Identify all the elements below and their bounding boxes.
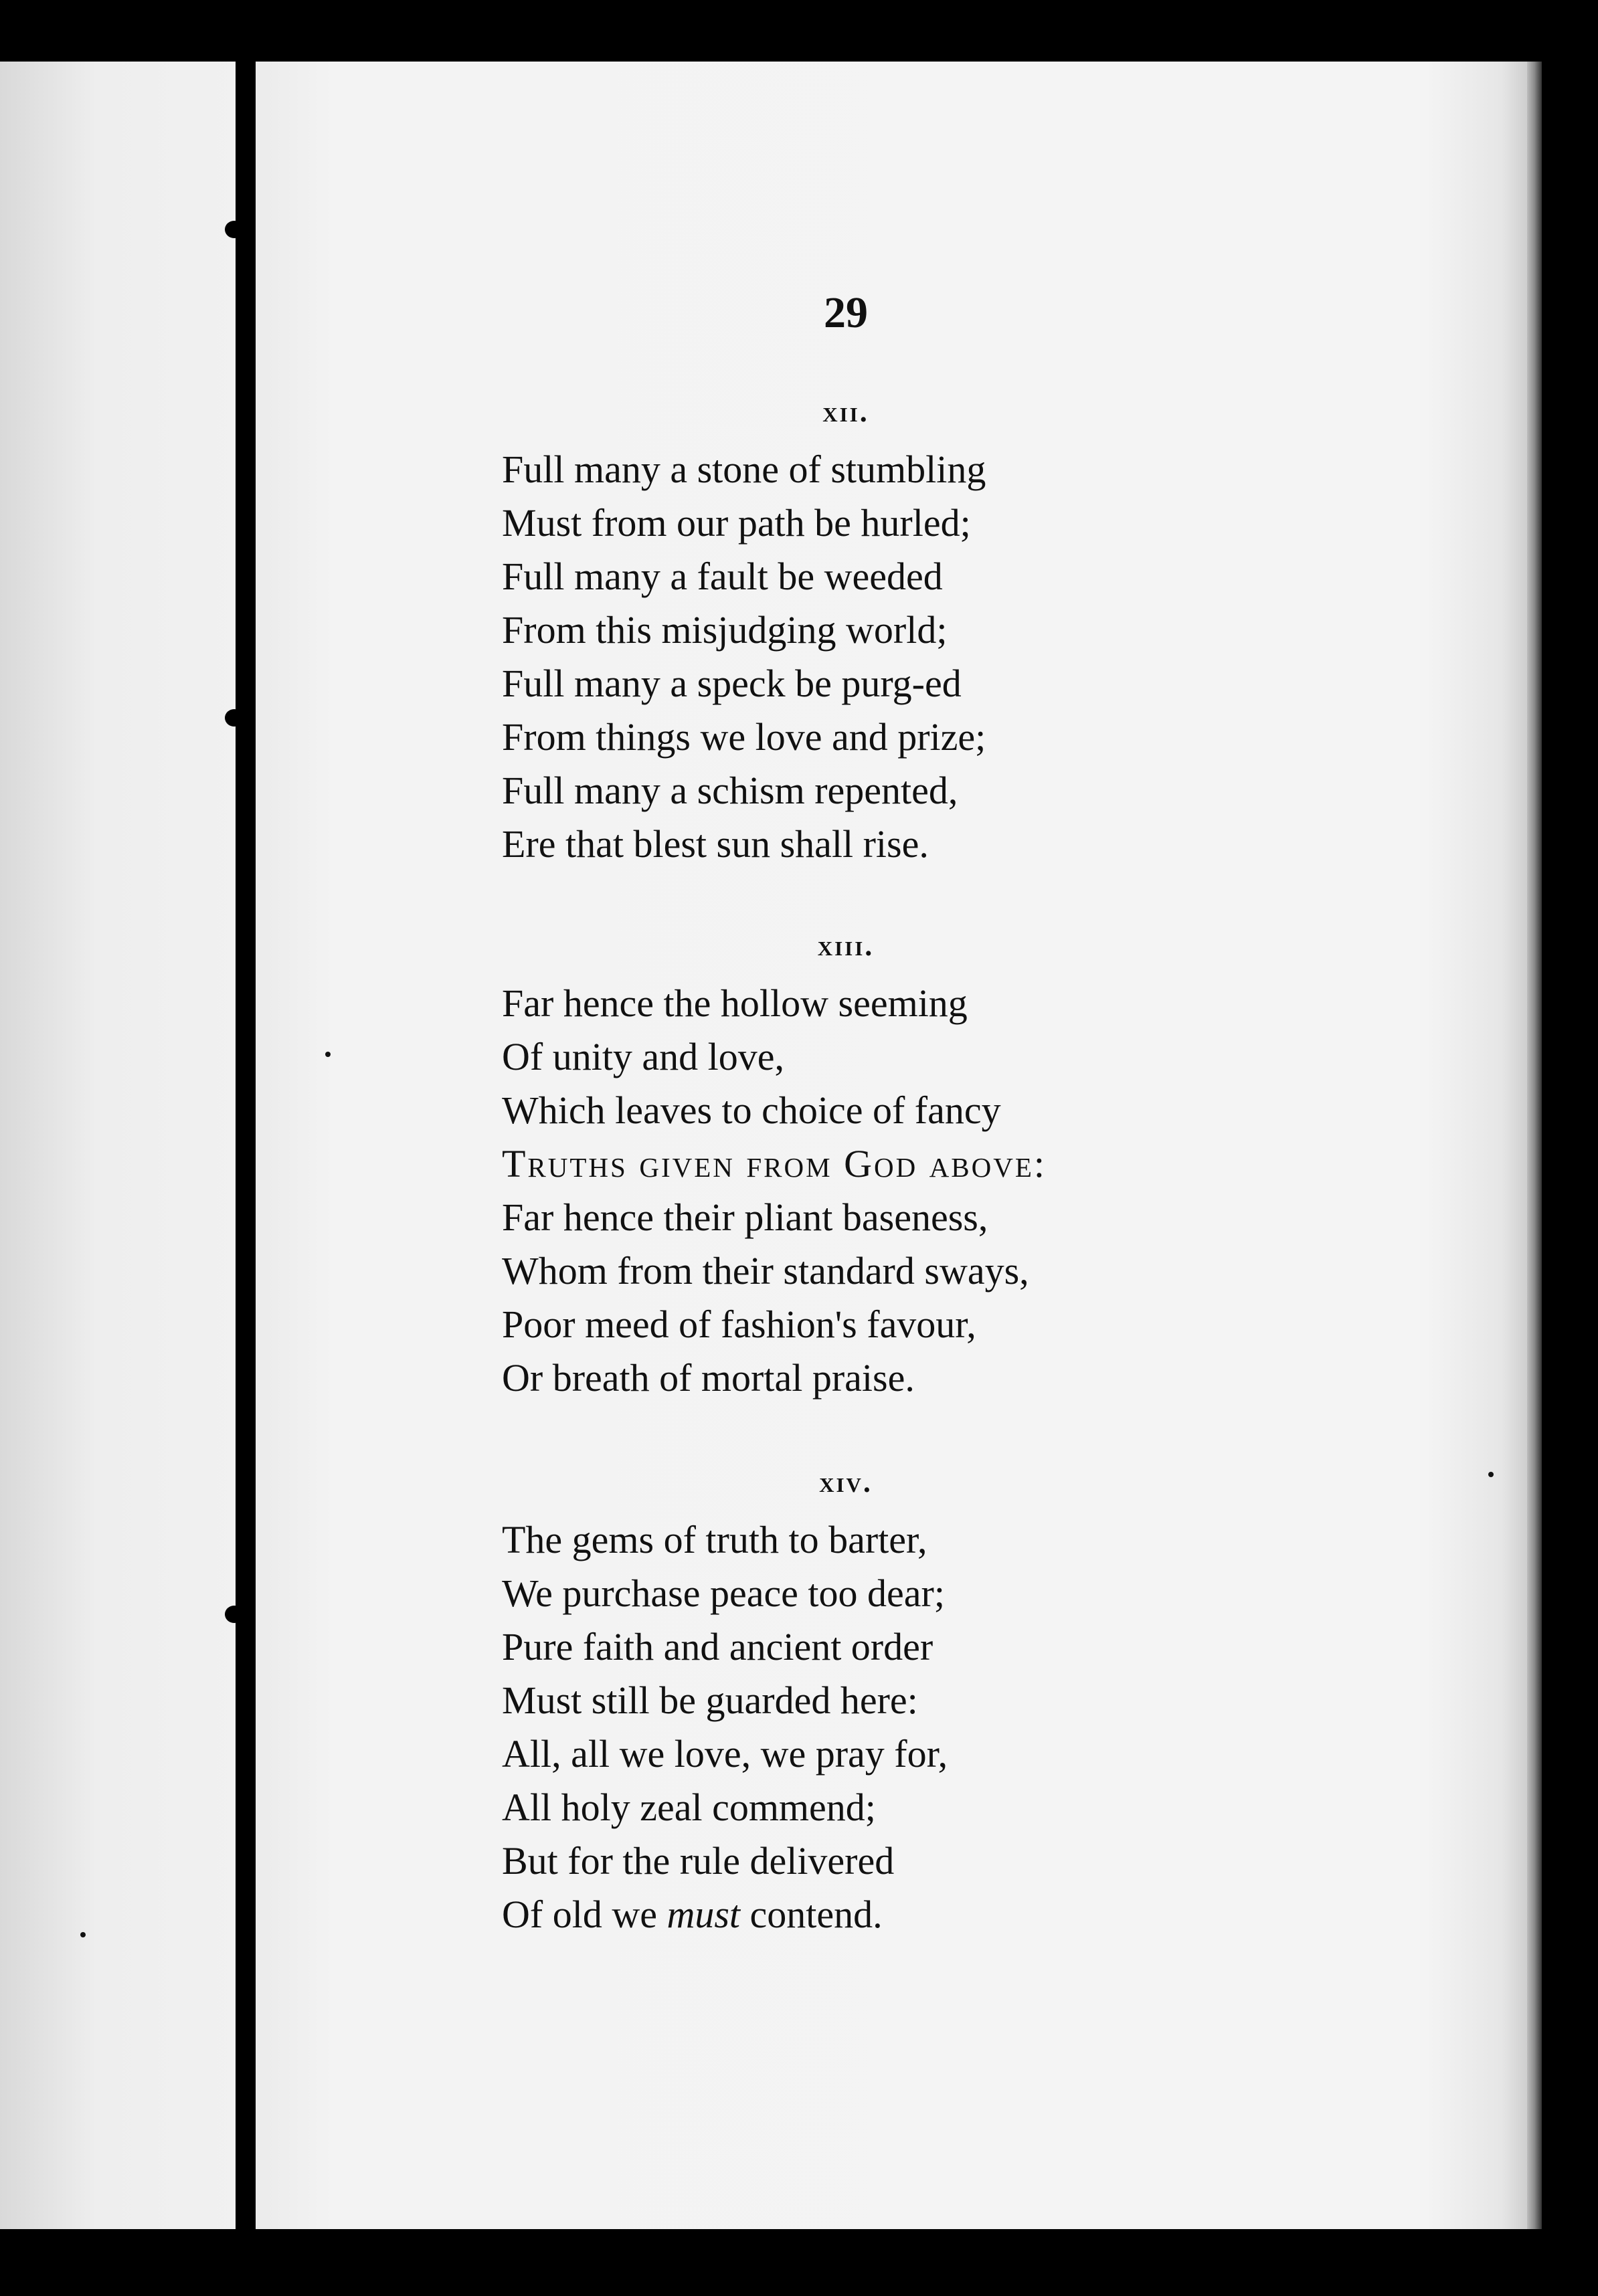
line-part: contend.: [740, 1893, 883, 1936]
stanza-numeral: xiii.: [817, 929, 875, 962]
stanza: [502, 1513, 948, 1941]
verse-line: Must still be guarded here:: [502, 1679, 918, 1722]
verse-line-emphasis: [502, 1888, 948, 1941]
verse-line: All, all we love, we pray for,: [502, 1732, 948, 1776]
stanza-numeral: xiv.: [819, 1466, 873, 1499]
verse-line: Far hence their pliant baseness,: [502, 1195, 988, 1239]
page-edge: [1527, 62, 1542, 2229]
verse-line: Pure faith and ancient order: [502, 1625, 934, 1668]
stanza-numeral: xii.: [822, 395, 869, 428]
verse-line: Far hence the hollow seeming: [502, 981, 968, 1025]
ink-speck: [80, 1932, 86, 1937]
verse-line: Full many a fault be weeded: [502, 555, 943, 598]
verse-line: Full many a schism repented,: [502, 769, 958, 812]
verse-line: We purchase peace too dear;: [502, 1571, 945, 1615]
left-page: [0, 62, 241, 2229]
emphasized-word: must: [667, 1893, 741, 1936]
verse-line: But for the rule delivered: [502, 1839, 895, 1883]
verse-line: All holy zeal commend;: [502, 1786, 876, 1829]
verse-line: Full many a speck be purg-ed: [502, 662, 962, 705]
stanza: [502, 977, 1047, 1405]
verse-line: Poor meed of fashion's favour,: [502, 1303, 976, 1346]
verse-line: Full many a stone of stumbling: [502, 448, 986, 491]
verse-line: Ere that blest sun shall rise.: [502, 822, 929, 866]
verse-line: From this misjudging world;: [502, 608, 948, 652]
verse-line: Or breath of mortal praise.: [502, 1356, 915, 1400]
book-spine: [236, 62, 256, 2229]
spine-notch: [225, 1606, 244, 1623]
verse-line: The gems of truth to barter,: [502, 1518, 927, 1561]
verse-line: Which leaves to choice of fancy: [502, 1088, 1001, 1132]
line-part: Of old we: [502, 1893, 667, 1936]
stanza: [502, 443, 986, 871]
verse-line: Whom from their standard sways,: [502, 1249, 1029, 1293]
ink-speck: [325, 1052, 331, 1057]
spine-notch: [225, 221, 244, 238]
page-number: 29: [824, 288, 868, 337]
verse-line: Truths given from God above:: [502, 1142, 1047, 1185]
verse-line: Of unity and love,: [502, 1035, 785, 1078]
verse-line: From things we love and prize;: [502, 715, 986, 759]
spine-notch: [225, 709, 244, 727]
verse-line: Must from our path be hurled;: [502, 501, 971, 545]
